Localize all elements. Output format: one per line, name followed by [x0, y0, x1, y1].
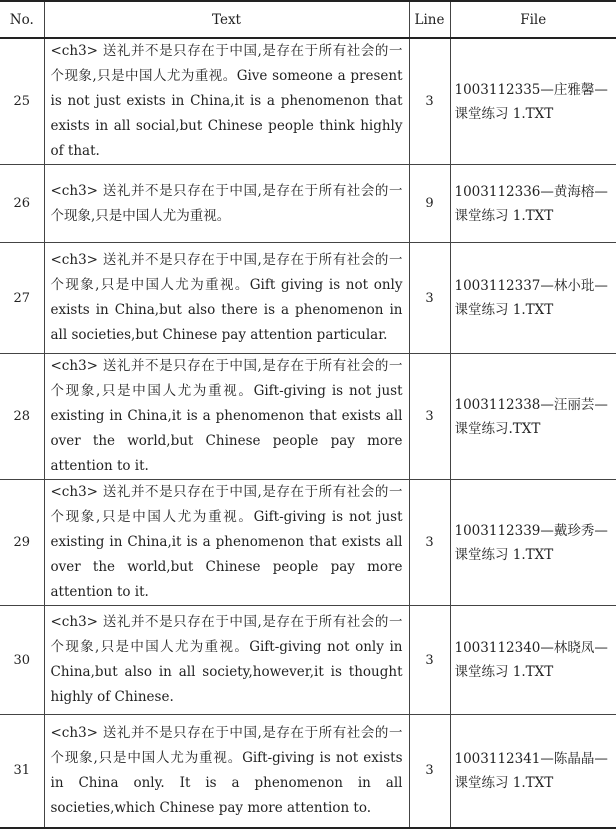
- row-line: 3: [409, 38, 450, 165]
- row-number: 26: [0, 165, 44, 243]
- row-text: <ch3> 送礼并不是只存在于中国,是存在于所有社会的一个现象,只是中国人尤为重视。Give someone a present is not just exists in China,it is a phenomenon that exists in all social,but Chinese people think highly of that.: [44, 38, 409, 165]
- table-row: [0, 480, 616, 606]
- row-file: 1003112341—陈晶晶—课堂练习 1.TXT: [450, 715, 616, 828]
- row-line: 3: [409, 480, 450, 606]
- row-line: 3: [409, 354, 450, 480]
- table-row: [0, 715, 616, 828]
- header-line: Line: [409, 1, 450, 38]
- row-number: 27: [0, 243, 44, 354]
- row-file: 1003112338—汪丽芸—课堂练习.TXT: [450, 354, 616, 480]
- row-number: 30: [0, 606, 44, 715]
- row-number: 28: [0, 354, 44, 480]
- header-text: Text: [44, 1, 409, 38]
- row-text: <ch3> 送礼并不是只存在于中国,是存在于所有社会的一个现象,只是中国人尤为重视。Gift-giving not only in China,but also in all society,however,it is thought highly of Chinese.: [44, 606, 409, 715]
- table-row: [0, 354, 616, 480]
- table-row: [0, 606, 616, 715]
- header-file: File: [450, 1, 616, 38]
- row-line: 3: [409, 606, 450, 715]
- row-file: 1003112335—庄雅馨—课堂练习 1.TXT: [450, 38, 616, 165]
- row-file: 1003112339—戴珍秀—课堂练习 1.TXT: [450, 480, 616, 606]
- row-file: 1003112336—黄海榕—课堂练习 1.TXT: [450, 165, 616, 243]
- row-number: 31: [0, 715, 44, 828]
- row-text: <ch3> 送礼并不是只存在于中国,是存在于所有社会的一个现象,只是中国人尤为重视。Gift giving is not only exists in China,but also there is a phenomenon in all societies,but Chinese pay attention particular.: [44, 243, 409, 354]
- row-number: 25: [0, 38, 44, 165]
- table-row: [0, 165, 616, 243]
- header-row: [0, 1, 616, 38]
- row-text: <ch3> 送礼并不是只存在于中国,是存在于所有社会的一个现象,只是中国人尤为重视。Gift-giving is not just existing in China,it is a phenomenon that exists all over the world,but Chinese people pay more attention to it.: [44, 354, 409, 480]
- row-line: 3: [409, 715, 450, 828]
- row-line: 3: [409, 243, 450, 354]
- row-number: 29: [0, 480, 44, 606]
- row-line: 9: [409, 165, 450, 243]
- table-row: [0, 38, 616, 165]
- row-text: <ch3> 送礼并不是只存在于中国,是存在于所有社会的一个现象,只是中国人尤为重视。Gift-giving is not exists in China only. It is a phenomenon in all societies,which Chinese pay more attention to.: [44, 715, 409, 828]
- row-text: <ch3> 送礼并不是只存在于中国,是存在于所有社会的一个现象,只是中国人尤为重视。Gift-giving is not just existing in China,it is a phenomenon that exists all over the world,but Chinese people pay more attention to it.: [44, 480, 409, 606]
- row-file: 1003112337—林小玭—课堂练习 1.TXT: [450, 243, 616, 354]
- header-no: No.: [0, 1, 44, 38]
- table-row: [0, 243, 616, 354]
- row-file: 1003112340—林晓凤—课堂练习 1.TXT: [450, 606, 616, 715]
- row-text: <ch3> 送礼并不是只存在于中国,是存在于所有社会的一个现象,只是中国人尤为重视。: [44, 165, 409, 243]
